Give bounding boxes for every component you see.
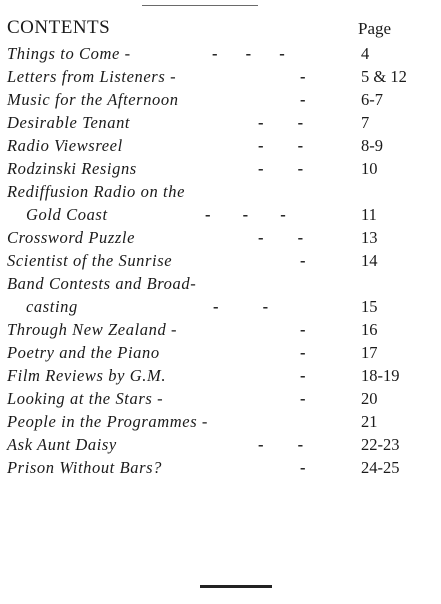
entry-page: 20 — [361, 389, 378, 408]
entry-leader: - — [300, 343, 306, 362]
contents-heading: CONTENTS — [7, 17, 111, 38]
toc-entry — [0, 364, 441, 387]
toc-entry — [0, 249, 441, 272]
entry-leader: - — [300, 389, 306, 408]
bottom-rule — [200, 585, 272, 588]
entry-title: Film Reviews by G.M. — [7, 366, 167, 385]
entry-title-line2: casting — [26, 297, 78, 316]
entry-leader: - - — [258, 435, 304, 454]
toc-entry — [0, 111, 441, 134]
toc-entry — [0, 226, 441, 249]
toc-entry — [0, 42, 441, 65]
entry-title: Crossword Puzzle — [7, 228, 136, 247]
toc-entry — [0, 65, 441, 88]
toc-entry — [0, 180, 441, 226]
entry-title: Music for the Afternoon — [7, 90, 179, 109]
entry-page: 14 — [361, 251, 378, 270]
toc-entry — [0, 410, 441, 433]
entry-leader: - - - — [205, 205, 286, 224]
entry-page: 6-7 — [361, 90, 383, 109]
entry-title: Poetry and the Piano — [7, 343, 160, 362]
entry-page: 21 — [361, 412, 378, 431]
entry-page: 18-19 — [361, 366, 400, 385]
entry-leader: - — [300, 320, 306, 339]
toc-entry — [0, 387, 441, 410]
entry-leader: - — [300, 366, 306, 385]
entry-title-line1: Band Contests and Broad- — [7, 274, 197, 293]
table-of-contents — [0, 42, 441, 479]
entry-page: 4 — [361, 44, 370, 63]
entry-leader: - - — [258, 228, 304, 247]
entry-leader: - - — [258, 159, 304, 178]
entry-title-line1: Rediffusion Radio on the — [7, 182, 186, 201]
toc-entry — [0, 318, 441, 341]
entry-page: 5 & 12 — [361, 67, 407, 86]
page-column-heading: Page — [358, 19, 392, 38]
entry-title: People in the Programmes - — [7, 412, 209, 431]
contents-header — [0, 11, 441, 41]
toc-entry — [0, 341, 441, 364]
entry-page: 13 — [361, 228, 378, 247]
entry-title: Looking at the Stars - — [7, 389, 164, 408]
entry-title: Rodzinski Resigns — [7, 159, 137, 178]
entry-page: 8-9 — [361, 136, 383, 155]
toc-entry — [0, 134, 441, 157]
entry-page: 22-23 — [361, 435, 400, 454]
entry-title: Things to Come - — [7, 44, 131, 63]
entry-leader: - - — [258, 136, 304, 155]
entry-page: 7 — [361, 113, 370, 132]
entry-page: 11 — [361, 205, 377, 224]
entry-page: 24-25 — [361, 458, 400, 477]
toc-entry — [0, 157, 441, 180]
entry-leader: - — [300, 458, 306, 477]
entry-title: Desirable Tenant — [7, 113, 131, 132]
entry-title: Prison Without Bars? — [7, 458, 163, 477]
entry-leader: - — [300, 90, 306, 109]
entry-title: Ask Aunt Daisy — [7, 435, 117, 454]
entry-title: Letters from Listeners - — [7, 67, 177, 86]
entry-page: 15 — [361, 297, 378, 316]
entry-title-line2: Gold Coast — [26, 205, 108, 224]
entry-leader: - - — [213, 297, 269, 316]
entry-title: Scientist of the Sunrise — [7, 251, 173, 270]
entry-leader: - — [300, 251, 306, 270]
entry-title: Through New Zealand - — [7, 320, 178, 339]
top-rule — [142, 5, 258, 6]
entry-title: Radio Viewsreel — [7, 136, 123, 155]
entry-page: 16 — [361, 320, 378, 339]
entry-leader: - - - — [212, 44, 285, 63]
entry-page: 17 — [361, 343, 378, 362]
toc-entry — [0, 88, 441, 111]
entry-page: 10 — [361, 159, 378, 178]
toc-entry — [0, 272, 441, 318]
toc-entry — [0, 433, 441, 456]
entry-leader: - — [300, 67, 306, 86]
toc-entry — [0, 456, 441, 479]
entry-leader: - - — [258, 113, 304, 132]
